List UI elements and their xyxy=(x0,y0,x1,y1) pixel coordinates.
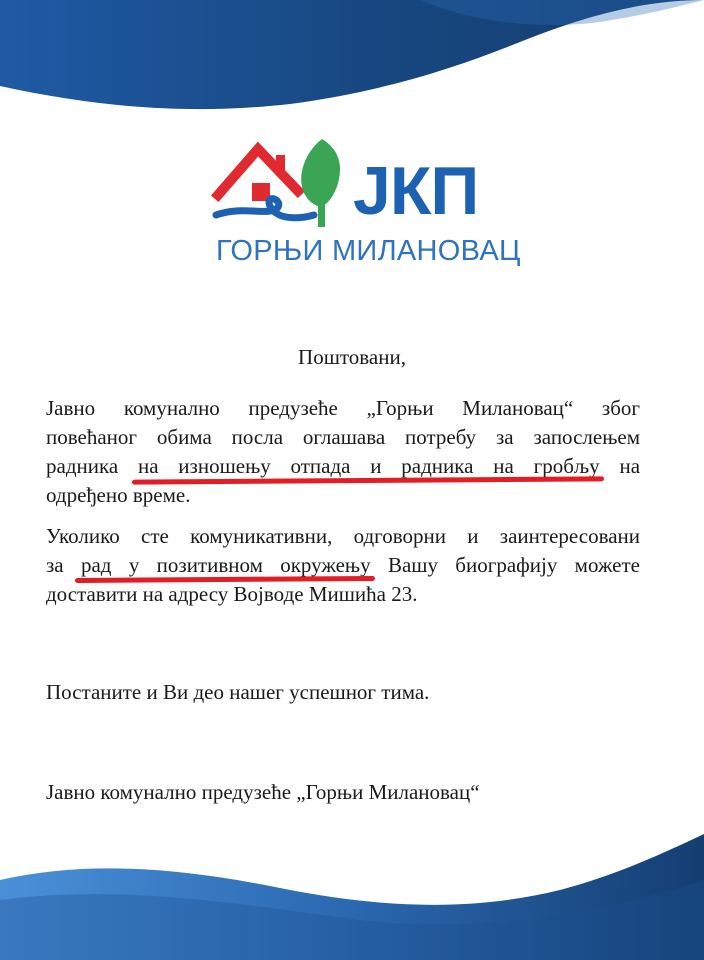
paragraph-application xyxy=(46,522,640,609)
greeting: Поштовани, xyxy=(298,345,406,369)
bottom-wave-decoration xyxy=(0,820,704,960)
logo-city-name: ГОРЊИ МИЛАНОВАЦ xyxy=(216,235,521,267)
signature xyxy=(46,778,640,807)
text-line: Постаните и Ви део нашег успешног тима. xyxy=(46,680,430,704)
text-line: Јавно комунално предузеће „Горњи Милановац“ због xyxy=(46,396,640,420)
text-segment: на xyxy=(599,454,641,478)
text-line: доставити на адресу Војводе Мишића 23. xyxy=(46,582,418,606)
text-segment: за xyxy=(46,553,81,577)
underlined-environment: рад у позитивном окружењу xyxy=(80,553,371,577)
text-line xyxy=(46,551,640,580)
underlined-positions: на изношењу отпада и радника на гробљу xyxy=(137,454,600,478)
paragraph-invitation xyxy=(46,678,640,707)
top-wave-decoration xyxy=(0,0,704,120)
text-segment: Вашу биографију можете xyxy=(370,553,641,577)
text-line xyxy=(46,452,640,481)
house-tree-river-icon xyxy=(210,135,360,235)
text-line: повећаног обима посла оглашава потребу за запослењем xyxy=(46,425,640,449)
text-segment: радника xyxy=(46,454,138,478)
company-logo xyxy=(210,135,521,275)
text-line: одређено време. xyxy=(46,483,191,507)
text-line: Јавно комунално предузеће „Горњи Милановац“ xyxy=(46,780,480,804)
paragraph-announcement xyxy=(46,394,640,510)
text-line: Уколико сте комуникативни, одговорни и заинтересовани xyxy=(46,524,640,548)
logo-abbreviation: ЈКП xyxy=(353,153,479,229)
